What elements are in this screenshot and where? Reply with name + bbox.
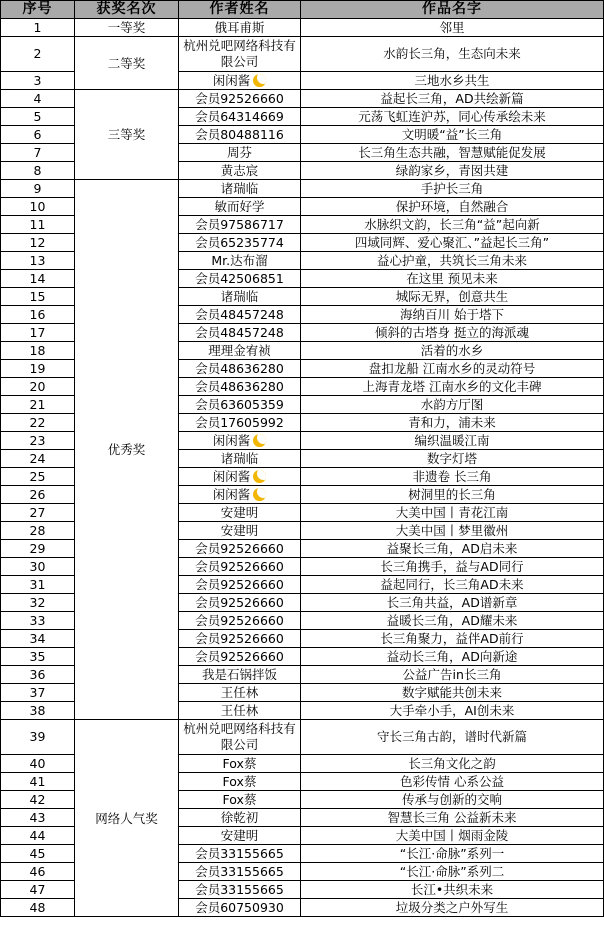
author-name-cell	[179, 108, 301, 126]
work-title: 非遗卷 长三角	[301, 468, 604, 486]
work-title: 三地水乡共生	[301, 72, 604, 90]
author-name-cell	[179, 216, 301, 234]
prize-rank: 一等奖	[75, 19, 179, 37]
author-name: 会员48636280	[195, 361, 284, 376]
row-number: 33	[1, 612, 75, 630]
author-name: 我是石锅拌饭	[201, 667, 277, 682]
author-name-cell	[179, 468, 301, 486]
author-name: 王任林	[220, 685, 259, 700]
author-name-cell	[179, 540, 301, 558]
author-name: 会员48636280	[195, 379, 284, 394]
author-name-cell	[179, 791, 301, 809]
author-name: 会员92526660	[195, 631, 284, 646]
prize-rank: 网络人气奖	[75, 720, 179, 917]
work-title: 长三角聚力，益伴AD前行	[301, 630, 604, 648]
work-title: 水韵方厅图	[301, 396, 604, 414]
header-prize: 获奖名次	[75, 1, 179, 19]
row-number: 19	[1, 360, 75, 378]
work-title: 邻里	[301, 19, 604, 37]
author-name-cell	[179, 612, 301, 630]
work-title: 海纳百川 始于塔下	[301, 306, 604, 324]
author-name: 会员17605992	[195, 415, 284, 430]
row-number: 26	[1, 486, 75, 504]
work-title: 大美中国丨青花江南	[301, 504, 604, 522]
work-title: 倾斜的古塔身 挺立的海派魂	[301, 324, 604, 342]
author-name: 黄志宸	[220, 163, 259, 178]
author-name: 理理金宥祯	[208, 343, 271, 358]
row-number: 22	[1, 414, 75, 432]
row-number: 42	[1, 791, 75, 809]
row-number: 43	[1, 809, 75, 827]
author-name: 会员97586717	[195, 217, 284, 232]
row-number: 15	[1, 288, 75, 306]
row-number: 6	[1, 126, 75, 144]
work-title: 长三角文化之韵	[301, 755, 604, 773]
work-title: 长三角携手，益与AD同行	[301, 558, 604, 576]
author-name: Mr.达布溜	[211, 253, 268, 268]
author-name: 诸瑞临	[220, 451, 259, 466]
author-name: 会员92526660	[195, 613, 284, 628]
author-name: 俄耳甫斯	[214, 20, 265, 35]
author-name-cell	[179, 684, 301, 702]
author-name-cell	[179, 234, 301, 252]
row-number: 30	[1, 558, 75, 576]
author-name-cell	[179, 558, 301, 576]
author-name-cell	[179, 37, 301, 72]
work-title: 树洞里的长三角	[301, 486, 604, 504]
author-name-cell	[179, 773, 301, 791]
work-title: 益聚长三角，AD启未来	[301, 540, 604, 558]
crescent-moon-icon	[253, 470, 266, 483]
award-rows	[1, 19, 604, 917]
author-name-cell	[179, 360, 301, 378]
author-name: 安建明	[220, 523, 259, 538]
table-row	[1, 37, 604, 72]
work-title: 益起同行，长三角AD未来	[301, 576, 604, 594]
author-name-cell	[179, 809, 301, 827]
work-title: 青和力，浦未来	[301, 414, 604, 432]
row-number: 34	[1, 630, 75, 648]
row-number: 27	[1, 504, 75, 522]
author-name: 会员33155665	[195, 882, 284, 897]
row-number: 23	[1, 432, 75, 450]
author-name-cell	[179, 648, 301, 666]
author-name-cell	[179, 899, 301, 917]
author-name-cell	[179, 755, 301, 773]
work-title: 大手牵小手，AI创未来	[301, 702, 604, 720]
row-number: 14	[1, 270, 75, 288]
author-name-cell	[179, 450, 301, 468]
prize-rank: 三等奖	[75, 90, 179, 180]
author-name-cell	[179, 827, 301, 845]
author-name-cell	[179, 414, 301, 432]
row-number: 40	[1, 755, 75, 773]
work-title: 垃圾分类之户外写生	[301, 899, 604, 917]
author-name-cell	[179, 666, 301, 684]
author-name: 会员63605359	[195, 397, 284, 412]
work-title: 盘扣龙船 江南水乡的灵动符号	[301, 360, 604, 378]
work-title: 守长三角古韵，谱时代新篇	[301, 720, 604, 755]
row-number: 1	[1, 19, 75, 37]
author-name-cell	[179, 594, 301, 612]
author-name: 会员42506851	[195, 271, 284, 286]
author-name-cell	[179, 342, 301, 360]
work-title: “长江·命脉”系列二	[301, 863, 604, 881]
author-name-cell	[179, 324, 301, 342]
header-number: 序号	[1, 1, 75, 19]
author-name-cell	[179, 432, 301, 450]
author-name: 闲闲酱	[212, 469, 251, 484]
work-title: 在这里 预见未来	[301, 270, 604, 288]
row-number: 13	[1, 252, 75, 270]
author-name-cell	[179, 252, 301, 270]
author-name: Fox蔡	[222, 792, 257, 807]
table-row	[1, 19, 604, 37]
row-number: 31	[1, 576, 75, 594]
author-name-cell	[179, 863, 301, 881]
author-name-cell	[179, 270, 301, 288]
author-name-cell	[179, 630, 301, 648]
work-title: 水脉织文韵，长三角“益”起向新	[301, 216, 604, 234]
author-name: 诸瑞临	[220, 181, 259, 196]
author-name-cell	[179, 720, 301, 755]
row-number: 5	[1, 108, 75, 126]
author-name-cell	[179, 198, 301, 216]
work-title: 元荡飞虹连沪苏，同心传承绘未来	[301, 108, 604, 126]
table-row	[1, 90, 604, 108]
work-title: 色彩传情 心系公益	[301, 773, 604, 791]
author-name-cell	[179, 576, 301, 594]
author-name-cell	[179, 180, 301, 198]
author-name: 周芬	[226, 145, 252, 160]
row-number: 21	[1, 396, 75, 414]
work-title: 长三角生态共融，智慧赋能促发展	[301, 144, 604, 162]
work-title: 长三角共益，AD谱新章	[301, 594, 604, 612]
author-name-cell	[179, 306, 301, 324]
row-number: 7	[1, 144, 75, 162]
author-name: 王任林	[220, 703, 259, 718]
row-number: 38	[1, 702, 75, 720]
author-name: 会员64314669	[195, 109, 284, 124]
author-name: 敏而好学	[214, 199, 265, 214]
crescent-moon-icon	[253, 488, 266, 501]
row-number: 8	[1, 162, 75, 180]
author-name: 会员60750930	[195, 900, 284, 915]
row-number: 46	[1, 863, 75, 881]
work-title: 数字赋能共创未来	[301, 684, 604, 702]
author-name-cell	[179, 881, 301, 899]
author-name: 徐乾初	[220, 810, 259, 825]
work-title: 活着的水乡	[301, 342, 604, 360]
author-name-cell	[179, 486, 301, 504]
row-number: 9	[1, 180, 75, 198]
row-number: 10	[1, 198, 75, 216]
prize-rank: 优秀奖	[75, 180, 179, 720]
author-name: 闲闲酱	[212, 487, 251, 502]
author-name-cell	[179, 845, 301, 863]
work-title: 益暖长三角，AD耀未来	[301, 612, 604, 630]
work-title: 益动长三角，AD向新途	[301, 648, 604, 666]
author-name: 会员92526660	[195, 577, 284, 592]
row-number: 48	[1, 899, 75, 917]
row-number: 32	[1, 594, 75, 612]
crescent-moon-icon	[253, 74, 266, 87]
row-number: 12	[1, 234, 75, 252]
author-name-cell	[179, 378, 301, 396]
work-title: 保护环境，自然融合	[301, 198, 604, 216]
work-title: 编织温暖江南	[301, 432, 604, 450]
table-row	[1, 180, 604, 198]
author-name: 会员65235774	[195, 235, 284, 250]
work-title: 四域同辉、爱心聚汇、”益起长三角”	[301, 234, 604, 252]
row-number: 44	[1, 827, 75, 845]
author-name: 会员33155665	[195, 846, 284, 861]
author-name: Fox蔡	[222, 774, 257, 789]
row-number: 25	[1, 468, 75, 486]
author-name-cell	[179, 126, 301, 144]
header-row	[1, 1, 604, 19]
work-title: “长江·命脉”系列一	[301, 845, 604, 863]
row-number: 37	[1, 684, 75, 702]
row-number: 24	[1, 450, 75, 468]
author-name: 闲闲酱	[212, 433, 251, 448]
work-title: 公益广告in长三角	[301, 666, 604, 684]
crescent-moon-icon	[253, 434, 266, 447]
author-name-cell	[179, 702, 301, 720]
row-number: 41	[1, 773, 75, 791]
work-title: 文明暖“益”长三角	[301, 126, 604, 144]
author-name: 安建明	[220, 828, 259, 843]
work-title: 传承与创新的交响	[301, 791, 604, 809]
author-name-cell	[179, 72, 301, 90]
row-number: 3	[1, 72, 75, 90]
work-title: 益起长三角，AD共绘新篇	[301, 90, 604, 108]
work-title: 长江•共织未来	[301, 881, 604, 899]
row-number: 35	[1, 648, 75, 666]
author-name: 安建明	[220, 505, 259, 520]
header-work: 作品名字	[301, 1, 604, 19]
prize-rank: 二等奖	[75, 37, 179, 90]
work-title: 大美中国丨梦里徽州	[301, 522, 604, 540]
author-name: 会员48457248	[195, 307, 284, 322]
work-title: 益心护童，共筑长三角未来	[301, 252, 604, 270]
row-number: 47	[1, 881, 75, 899]
table-row	[1, 720, 604, 755]
author-name: 杭州兑吧网络科技有限公司	[183, 721, 296, 752]
author-name: 诸瑞临	[220, 289, 259, 304]
header-author: 作者姓名	[179, 1, 301, 19]
author-name-cell	[179, 162, 301, 180]
author-name: Fox蔡	[222, 756, 257, 771]
row-number: 20	[1, 378, 75, 396]
author-name: 会员33155665	[195, 864, 284, 879]
author-name-cell	[179, 396, 301, 414]
author-name: 杭州兑吧网络科技有限公司	[183, 38, 296, 69]
row-number: 36	[1, 666, 75, 684]
author-name: 会员92526660	[195, 541, 284, 556]
work-title: 智慧长三角 公益新未来	[301, 809, 604, 827]
row-number: 29	[1, 540, 75, 558]
row-number: 4	[1, 90, 75, 108]
work-title: 绿韵家乡，青囡共建	[301, 162, 604, 180]
row-number: 17	[1, 324, 75, 342]
author-name-cell	[179, 522, 301, 540]
author-name: 会员92526660	[195, 649, 284, 664]
row-number: 16	[1, 306, 75, 324]
work-title: 大美中国丨烟雨金陵	[301, 827, 604, 845]
author-name-cell	[179, 90, 301, 108]
work-title: 手护长三角	[301, 180, 604, 198]
author-name: 会员80488116	[195, 127, 284, 142]
author-name: 会员92526660	[195, 595, 284, 610]
row-number: 11	[1, 216, 75, 234]
author-name-cell	[179, 504, 301, 522]
row-number: 18	[1, 342, 75, 360]
author-name-cell	[179, 144, 301, 162]
work-title: 上海青龙塔 江南水乡的文化丰碑	[301, 378, 604, 396]
author-name: 会员48457248	[195, 325, 284, 340]
author-name: 会员92526660	[195, 91, 284, 106]
row-number: 2	[1, 37, 75, 72]
author-name-cell	[179, 19, 301, 37]
work-title: 城际无界，创意共生	[301, 288, 604, 306]
author-name: 会员92526660	[195, 559, 284, 574]
work-title: 水韵长三角，生态向未来	[301, 37, 604, 72]
author-name: 闲闲酱	[212, 73, 251, 88]
row-number: 39	[1, 720, 75, 755]
author-name-cell	[179, 288, 301, 306]
row-number: 28	[1, 522, 75, 540]
row-number: 45	[1, 845, 75, 863]
work-title: 数字灯塔	[301, 450, 604, 468]
